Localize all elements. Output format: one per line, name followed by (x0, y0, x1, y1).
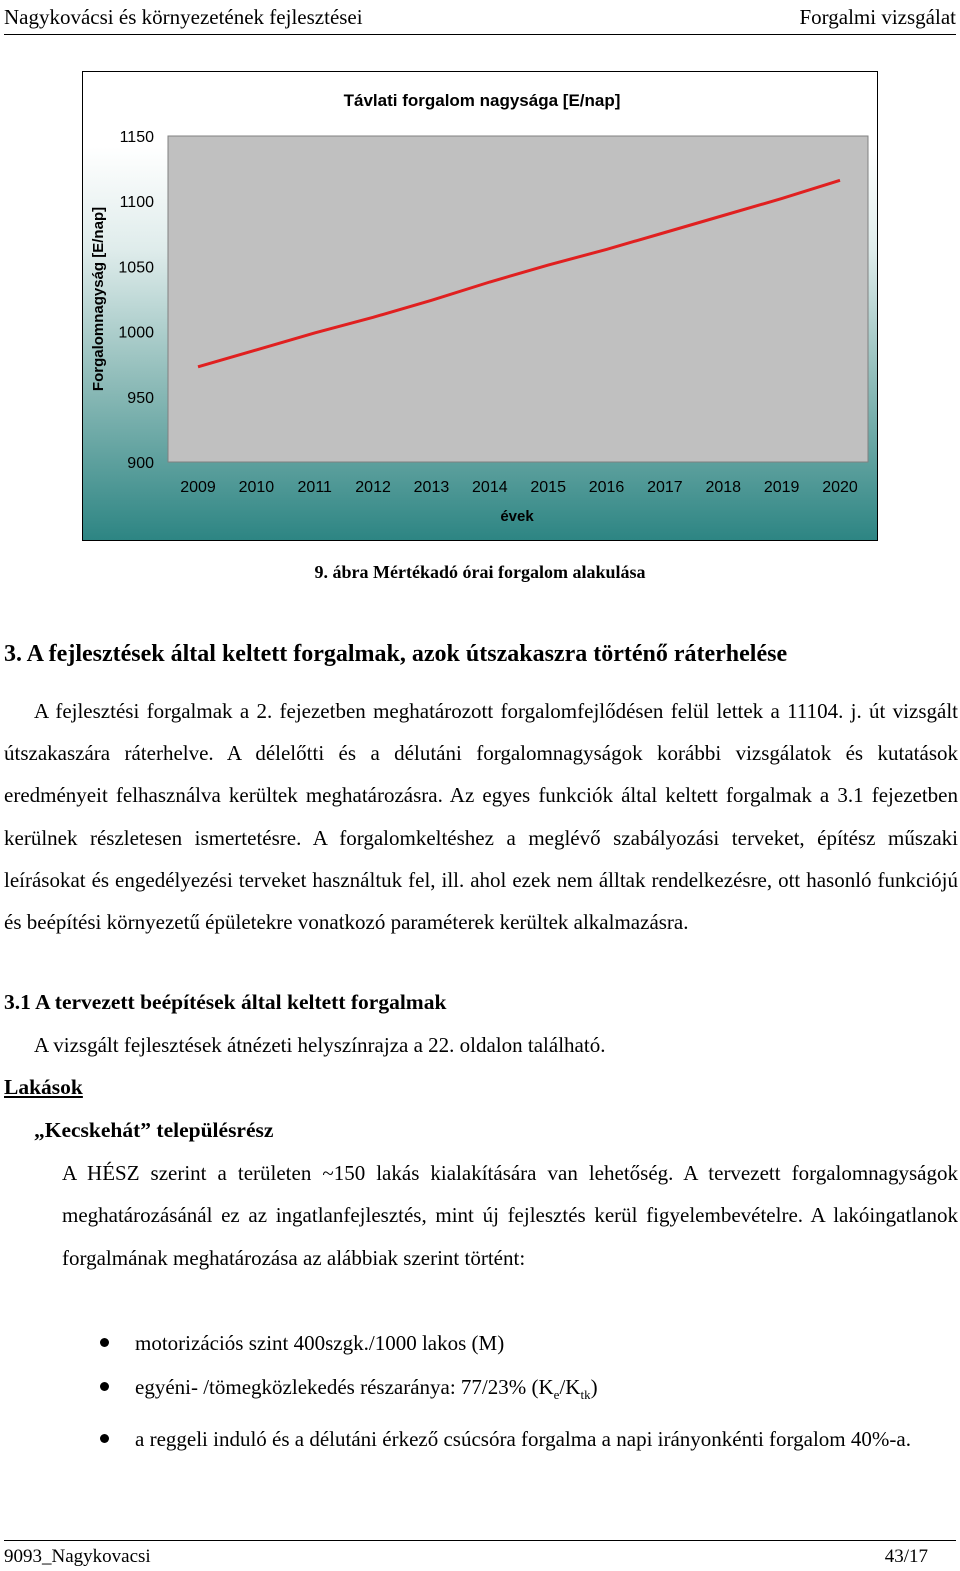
subsection-heading: 3.1 A tervezett beépítések által keltett forgalmak (4, 990, 447, 1014)
page-header (4, 2, 956, 35)
chart-title: Távlati forgalom nagysága [E/nap] (343, 91, 621, 110)
figure-caption: 9. ábra Mértékadó órai forgalom alakulása (314, 562, 646, 582)
x-tick-label: 2017 (647, 479, 683, 496)
list-item-text: motorizációs szint 400szgk./1000 lakos (M) (135, 1331, 505, 1355)
header-section: Forgalmi vizsgálat (799, 5, 956, 29)
x-axis-label: évek (500, 508, 534, 525)
x-tick-label: 2013 (413, 479, 450, 496)
list-item-text: egyéni- /tömegközlekedés részaránya: 77/23% (K (135, 1374, 554, 1399)
header-title: Nagykovácsi és környezetének fejlesztései (4, 5, 363, 29)
page-footer (4, 1540, 956, 1568)
plot-area (168, 136, 868, 462)
bullet-icon (100, 1338, 109, 1347)
y-axis-label: Forgalomnagyság [E/nap] (90, 206, 107, 392)
traffic-forecast-chart (82, 71, 878, 541)
bullet-icon (100, 1382, 109, 1391)
list-item-text: a reggeli induló és a délutáni érkező csúcsóra forgalma a napi irányonkénti forgalom 40%-a. (135, 1427, 911, 1451)
x-tick-label: 2018 (705, 479, 742, 496)
list-item (100, 1418, 958, 1460)
kecskehat-heading: „Kecskehát” településrész (34, 1118, 274, 1142)
y-tick-label: 1150 (119, 129, 154, 146)
list-item (100, 1322, 958, 1364)
x-tick-label: 2019 (763, 479, 800, 496)
x-tick-labels (180, 479, 858, 496)
subscript-tk: tk (580, 1387, 591, 1403)
x-tick-label: 2014 (472, 479, 508, 496)
list-item-text-end: ) (590, 1374, 598, 1399)
kecskehat-paragraph: A HÉSZ szerint a területen ~150 lakás kialakítására van lehetőség. A tervezett forgalomnagyságok meghatározásánál ez az ingatlanfejlesztés, mint új fejlesztés kerül figyelembevételre. A lakóingatlanok forgalmának meghatározása az alábbiak szerint történt: (62, 1161, 958, 1270)
bullet-icon (100, 1434, 109, 1443)
y-tick-label: 950 (127, 389, 154, 407)
x-tick-label: 2009 (180, 479, 216, 496)
list-item (100, 1366, 958, 1417)
y-tick-label: 1100 (119, 194, 154, 212)
y-tick-labels (118, 129, 154, 472)
lakasok-heading: Lakások (4, 1075, 83, 1099)
list-item-text-slash: /K (559, 1374, 581, 1399)
x-tick-label: 2011 (297, 479, 332, 496)
y-tick-label: 1050 (118, 259, 154, 277)
section-paragraph (4, 690, 958, 943)
footer-page-number: 43/17 (884, 1546, 928, 1567)
y-tick-label: 1000 (118, 324, 154, 342)
x-tick-label: 2012 (355, 479, 391, 496)
parameter-list (100, 1322, 958, 1462)
x-tick-label: 2020 (822, 479, 858, 496)
x-tick-label: 2015 (530, 479, 566, 496)
section-paragraph-text: A fejlesztési forgalmak a 2. fejezetben meghatározott forgalomfejlődésen felül lettek a 11104. j. út vizsgált útszakaszára ráterhelve. A délelőtti és a délutáni forgalomnagyságok korábbi vizsgálatok és kutatások eredményeit felhasználva kerültek meghatározásra. Az egyes funkciók által keltett forgalmak a 3.1 fejezetben kerülnek részletesen ismertetésre. A forgalomkeltéshez a meglévő szabályozási terveket, építész műszaki leírásokat és engedélyezési terveket használtuk fel, ill. ahol ezek nem álltak rendelkezésre, ott hasonló funkciójú és beépítési környezetű épületekre vonatkozó paraméterek kerültek alkalmazásra. (4, 699, 958, 935)
x-tick-label: 2016 (588, 479, 625, 496)
subsection-line: A vizsgált fejlesztések átnézeti helyszínrajza a 22. oldalon található. (34, 1033, 606, 1057)
footer-doc-id: 9093_Nagykovacsi (4, 1546, 151, 1567)
section-heading: 3. A fejlesztések által keltett forgalmak, azok útszakaszra történő ráterhelése (4, 641, 788, 667)
chart-svg (83, 72, 879, 542)
x-tick-label: 2010 (238, 479, 275, 496)
y-tick-label: 900 (127, 455, 154, 472)
subscript-e: e (553, 1387, 560, 1403)
